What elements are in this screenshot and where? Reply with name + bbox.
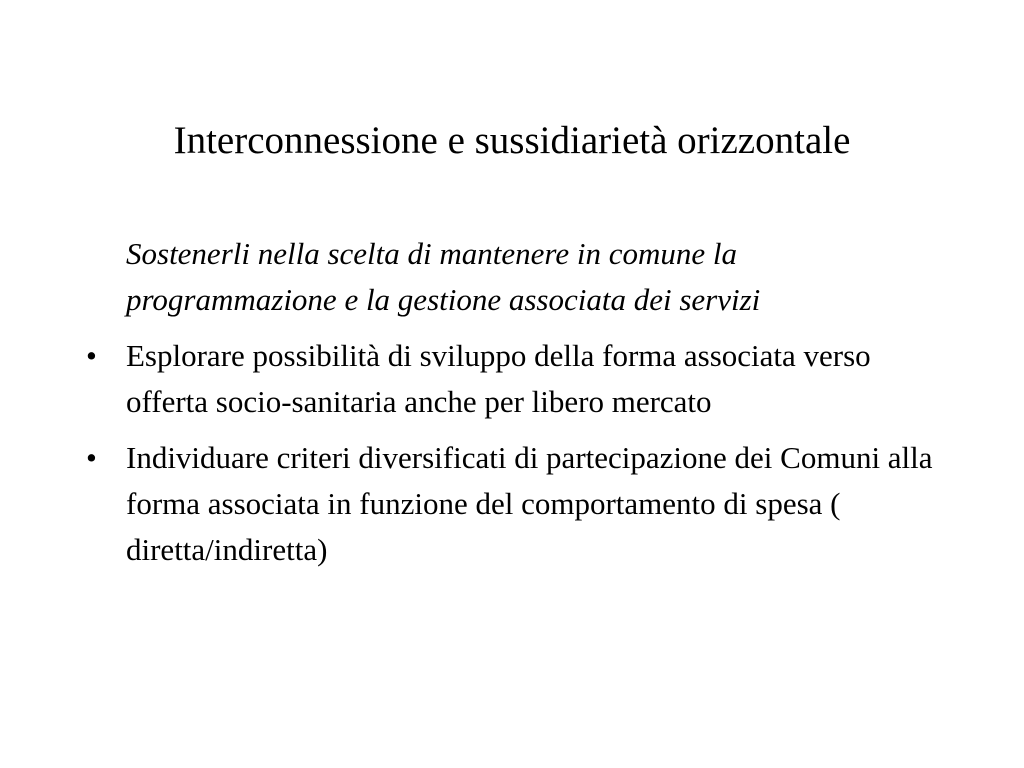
bullet-item-text: Esplorare possibilità di sviluppo della forma associata verso offerta socio-sanitaria anche per libero mercato bbox=[126, 338, 871, 419]
slide-title: Interconnessione e sussidiarietà orizzontale bbox=[173, 119, 851, 162]
bullet-marker: • bbox=[86, 338, 97, 373]
bullet-item bbox=[84, 333, 944, 425]
slide-body bbox=[84, 231, 944, 583]
intro-paragraph-text: Sostenerli nella scelta di mantenere in comune la programmazione e la gestione associata dei servizi bbox=[126, 236, 761, 317]
bullet-item-text: Individuare criteri diversificati di partecipazione dei Comuni alla forma associata in funzione del comportamento di spesa ( diretta/indiretta) bbox=[126, 440, 933, 567]
bullet-marker: • bbox=[86, 440, 97, 475]
bullet-item bbox=[84, 435, 944, 573]
intro-paragraph bbox=[84, 231, 944, 323]
